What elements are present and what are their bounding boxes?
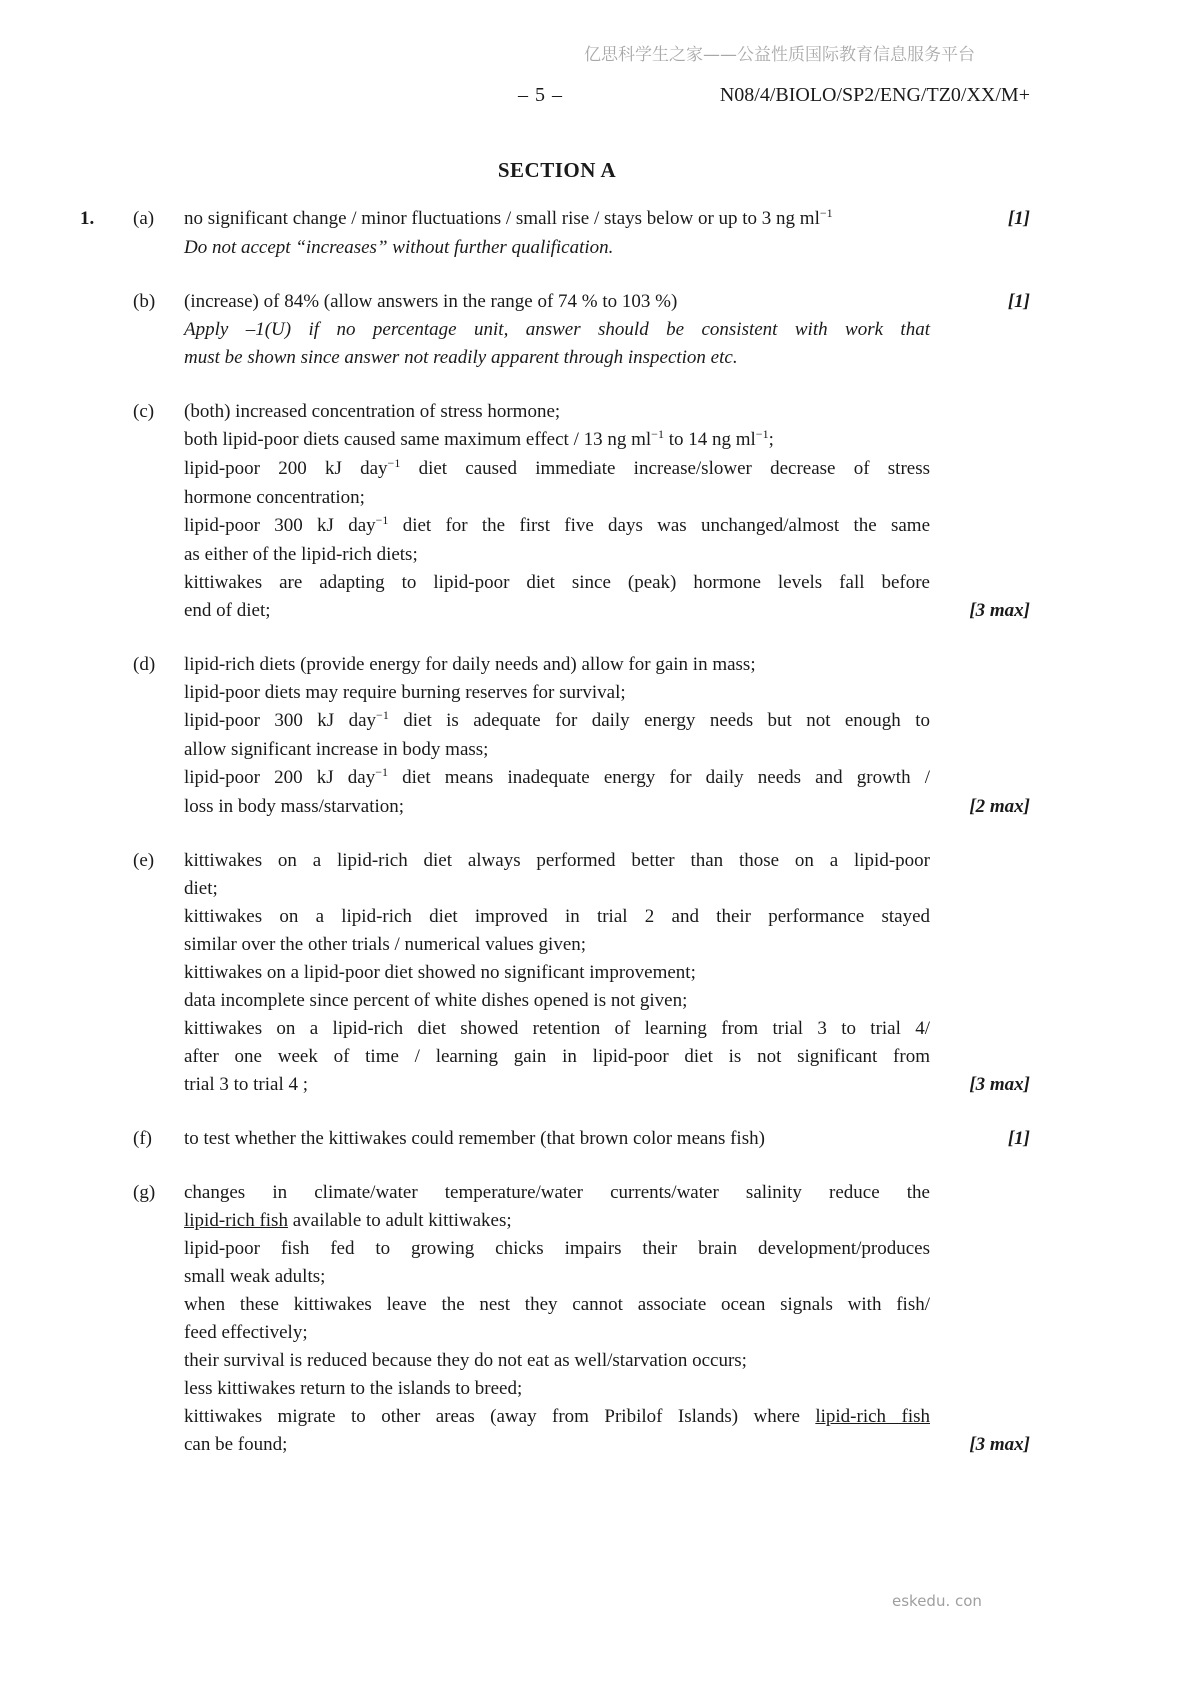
watermark-text: eskedu. con (892, 1592, 982, 1610)
part-body (184, 1179, 1030, 1459)
answer-line: as either of the lipid-rich diets; (184, 544, 418, 565)
part-body (184, 205, 1030, 262)
part-label: (e) (133, 850, 155, 871)
part-body (184, 651, 1030, 821)
question-part-a (133, 205, 1093, 262)
answer-line: lipid-rich diets (provide energy for daily needs and) allow for gain in mass; (184, 654, 756, 675)
answer-line: can be found; [3 max] (184, 1431, 930, 1459)
question-part-g (133, 1179, 1093, 1459)
answer-line: kittiwakes migrate to other areas (away from Pribilof Islands) where lipid-rich fish (184, 1406, 930, 1427)
answer-line: no significant change / minor fluctuations / small rise / stays below or up to 3 ng $ml^{-1}$ [1] (184, 205, 930, 234)
mark-allocation: [1] (1007, 1128, 1030, 1149)
answer-line: Apply –1(U) if no percentage unit, answer should be consistent with work that (184, 319, 930, 340)
part-label: (c) (133, 401, 155, 422)
section-title: SECTION A (497, 158, 617, 182)
answer-line: Do not accept “increases” without further qualification. (184, 237, 614, 258)
answer-line: lipid-poor 200 kJ day$^{-1}$ diet caused immediate increase/slower decrease of stress (184, 456, 930, 479)
answer-line: lipid-poor diets may require burning reserves for survival; (184, 682, 626, 703)
page-number: – 5 – (518, 84, 563, 106)
answer-line: data incomplete since percent of white dishes opened is not given; (184, 990, 688, 1011)
answer-line: lipid-poor 300 kJ day$^{-1}$ diet for the first five days was unchanged/almost the same (184, 513, 930, 536)
answer-line: lipid-rich fish available to adult kittiwakes; (184, 1210, 512, 1231)
mark-allocation: [3 max] (969, 1434, 1030, 1455)
question-1 (80, 205, 1093, 1485)
answer-line: must be shown since answer not readily apparent through inspection etc. (184, 347, 738, 368)
answer-line: diet; (184, 878, 218, 899)
answer-line: their survival is reduced because they do not eat as well/starvation occurs; (184, 1350, 747, 1371)
question-parts (133, 205, 1093, 1485)
part-body (184, 1125, 1030, 1153)
mark-allocation: [3 max] (969, 600, 1030, 621)
question-part-c (133, 398, 1093, 625)
mark-allocation: [2 max] (969, 796, 1030, 817)
answer-line: feed effectively; (184, 1322, 308, 1343)
mark-allocation: [3 max] (969, 1074, 1030, 1095)
answer-line: kittiwakes are adapting to lipid-poor diet since (peak) hormone levels fall before (184, 572, 930, 593)
paper-code: N08/4/BIOLO/SP2/ENG/TZ0/XX/M+ (719, 84, 1030, 106)
question-part-f (133, 1125, 1093, 1153)
answer-line: kittiwakes on a lipid-rich diet improved in trial 2 and their performance stayed (184, 906, 930, 927)
answer-line: lipid-poor 300 kJ day$^{-1}$ diet is adequate for daily energy needs but not enough to (184, 708, 930, 731)
answer-line: lipid-poor 200 kJ day$^{-1}$ diet means inadequate energy for daily needs and growth / (184, 765, 930, 788)
part-label: (b) (133, 291, 156, 312)
answer-line: when these kittiwakes leave the nest they cannot associate ocean signals with fish/ (184, 1294, 930, 1315)
part-label: (d) (133, 654, 156, 675)
answer-line: end of diet; [3 max] (184, 597, 930, 625)
answer-line: to test whether the kittiwakes could remember (that brown color means fish) [1] (184, 1125, 930, 1153)
part-label: (a) (133, 208, 155, 229)
question-part-e (133, 847, 1093, 1099)
answer-line: changes in climate/water temperature/water currents/water salinity reduce the (184, 1182, 930, 1203)
mark-allocation: [1] (1007, 291, 1030, 312)
answer-line: (both) increased concentration of stress hormone; (184, 401, 561, 422)
answer-line: kittiwakes on a lipid-poor diet showed no significant improvement; (184, 962, 696, 983)
answer-line: similar over the other trials / numerical values given; (184, 934, 587, 955)
mark-allocation: [1] (1007, 208, 1030, 229)
answer-line: less kittiwakes return to the islands to breed; (184, 1378, 523, 1399)
answer-line: kittiwakes on a lipid-rich diet always performed better than those on a lipid-poor (184, 850, 930, 871)
answer-line: after one week of time / learning gain in lipid-poor diet is not significant from (184, 1046, 930, 1067)
answer-line: (increase) of 84% (allow answers in the range of 74 % to 103 %) [1] (184, 288, 930, 316)
answer-line: allow significant increase in body mass; (184, 739, 489, 760)
answer-line: kittiwakes on a lipid-rich diet showed retention of learning from trial 3 to trial 4/ (184, 1018, 930, 1039)
answer-line: lipid-poor fish fed to growing chicks impairs their brain development/produces (184, 1238, 930, 1259)
answer-line: hormone concentration; (184, 487, 365, 508)
answer-line: trial 3 to trial 4 ; [3 max] (184, 1071, 930, 1099)
question-number: 1. (80, 208, 95, 229)
question-part-b (133, 288, 1093, 372)
question-part-d (133, 651, 1093, 821)
part-body (184, 288, 1030, 372)
part-body (184, 398, 1030, 625)
answer-line: both lipid-poor diets caused same maximum effect / 13 ng $ml^{-1}$ to 14 ng $ml^{-1}$; (184, 427, 774, 450)
platform-header-text: 亿思科学生之家——公益性质国际教育信息服务平台 (584, 45, 975, 65)
answer-line: small weak adults; (184, 1266, 326, 1287)
part-label: (g) (133, 1182, 156, 1203)
answer-line: loss in body mass/starvation; [2 max] (184, 793, 930, 821)
part-body (184, 847, 1030, 1099)
part-label: (f) (133, 1128, 152, 1149)
